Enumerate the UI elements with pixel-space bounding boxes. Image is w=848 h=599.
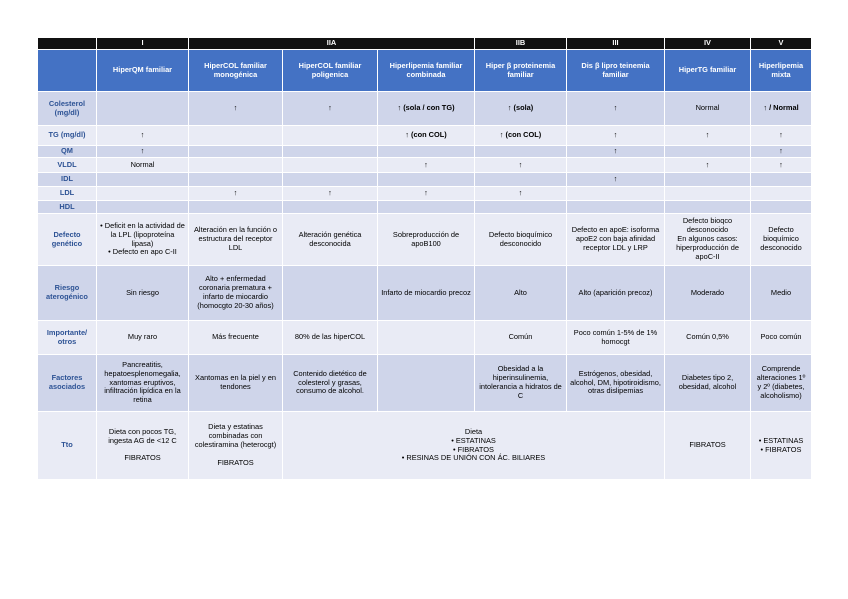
table-row: [38, 412, 812, 480]
table-cell: Normal: [665, 92, 751, 126]
table-cell: Estrógenos, obesidad, alcohol, DM, hipotiroidismo, otras dislipemias: [567, 355, 665, 412]
table-cell: ↑: [283, 187, 378, 201]
table-row: [38, 173, 812, 187]
table-cell: Más frecuente: [189, 321, 283, 355]
table-cell: [475, 201, 567, 214]
table-cell: [378, 173, 475, 187]
table-cell: [567, 187, 665, 201]
disease-name: Hiperlipemia familiar combinada: [378, 50, 475, 92]
table-row: [38, 321, 812, 355]
table-row: [38, 187, 812, 201]
table-cell: Normal: [97, 158, 189, 173]
table-cell: Defecto bioqco desconocido En algunos casos: hiperproducción de apoC-II: [665, 214, 751, 266]
table-cell: [283, 126, 378, 146]
table-cell: Xantomas en la piel y en tendones: [189, 355, 283, 412]
type-header: IV: [665, 38, 751, 50]
table-cell: [283, 173, 378, 187]
table-cell: Alto (aparición precoz): [567, 266, 665, 321]
table-cell: Poco común 1-5% de 1% homocgt: [567, 321, 665, 355]
disease-name: HiperTG familiar: [665, 50, 751, 92]
disease-name: Dis β lipro teinemia familiar: [567, 50, 665, 92]
disease-name: HiperQM familiar: [97, 50, 189, 92]
table-cell: ↑: [751, 126, 812, 146]
table-cell: [189, 126, 283, 146]
disease-name: HiperCOL familiar poligenica: [283, 50, 378, 92]
table-cell: Diabetes tipo 2, obesidad, alcohol: [665, 355, 751, 412]
table-cell: Poco común: [751, 321, 812, 355]
table-cell: [665, 187, 751, 201]
type-header: III: [567, 38, 665, 50]
table-cell: ↑ (sola / con TG): [378, 92, 475, 126]
table-cell: ↑ (sola): [475, 92, 567, 126]
table-cell: [189, 158, 283, 173]
table-cell: [378, 321, 475, 355]
table-cell: ↑: [665, 158, 751, 173]
table-cell: Alto + enfermedad coronaria prematura + infarto de miocardio (homocgto 20-30 años): [189, 266, 283, 321]
table-cell: ↑: [567, 146, 665, 158]
table-cell: Alteración en la función o estructura del receptor LDL: [189, 214, 283, 266]
type-header: V: [751, 38, 812, 50]
table-cell: ↑: [97, 126, 189, 146]
table-cell: [283, 146, 378, 158]
table-cell: [97, 201, 189, 214]
table-cell: [751, 187, 812, 201]
disease-name: Hiper β proteinemia familiar: [475, 50, 567, 92]
table-cell: [378, 201, 475, 214]
name-header-empty: [38, 50, 97, 92]
table-cell: • ESTATINAS • FIBRATOS: [751, 412, 812, 480]
table-cell: Defecto en apoE: isoforma apoE2 con baja afinidad receptor LDL y LRP: [567, 214, 665, 266]
table-cell: [567, 158, 665, 173]
type-header: IIB: [475, 38, 567, 50]
table-cell: ↑: [97, 146, 189, 158]
table-cell: ↑: [475, 158, 567, 173]
dyslipidemia-table: [37, 37, 812, 480]
table-cell: Dieta y estatinas combinadas con colestiramina (heterocgt) FIBRATOS: [189, 412, 283, 480]
table-cell: [665, 201, 751, 214]
table-row: [38, 355, 812, 412]
table-cell: [97, 187, 189, 201]
table-cell: ↑ / Normal: [751, 92, 812, 126]
table-cell: [283, 266, 378, 321]
row-label: TG (mg/dl): [38, 126, 97, 146]
row-label: Importante/ otros: [38, 321, 97, 355]
row-label: Riesgo aterogénico: [38, 266, 97, 321]
table-cell: ↑: [751, 158, 812, 173]
table-cell: Moderado: [665, 266, 751, 321]
table-cell: [567, 201, 665, 214]
table-cell: ↑: [378, 187, 475, 201]
type-header-empty: [38, 38, 97, 50]
table-cell: Común 0,5%: [665, 321, 751, 355]
table-row: [38, 158, 812, 173]
table-cell: [189, 201, 283, 214]
table-cell: [665, 146, 751, 158]
table-cell: [97, 173, 189, 187]
table-cell: Medio: [751, 266, 812, 321]
table-cell: [751, 201, 812, 214]
table-cell: [665, 173, 751, 187]
table-cell: Comprende alteraciones 1º y 2º (diabetes, alcoholismo): [751, 355, 812, 412]
table-cell: Dieta • ESTATINAS • FIBRATOS • RESINAS DE UNIÓN CON ÁC. BILIARES: [283, 412, 665, 480]
table-cell: ↑: [189, 92, 283, 126]
table-cell: Sin riesgo: [97, 266, 189, 321]
table-cell: [97, 92, 189, 126]
table-cell: [378, 355, 475, 412]
table-cell: [378, 146, 475, 158]
disease-name: Hiperlipemia mixta: [751, 50, 812, 92]
table-cell: Defecto bioquímico desconocido: [475, 214, 567, 266]
table-cell: Alto: [475, 266, 567, 321]
table-cell: 80% de las hiperCOL: [283, 321, 378, 355]
row-label: QM: [38, 146, 97, 158]
table-cell: Pancreatitis, hepatoesplenomegalia, xantomas eruptivos, infiltración lipídica en la retina: [97, 355, 189, 412]
table-row: [38, 266, 812, 321]
table-cell: ↑: [378, 158, 475, 173]
table-cell: Dieta con pocos TG, ingesta AG de <12 C FIBRATOS: [97, 412, 189, 480]
row-label: LDL: [38, 187, 97, 201]
table-row: [38, 126, 812, 146]
table-cell: ↑: [665, 126, 751, 146]
table-cell: ↑: [283, 92, 378, 126]
table-cell: ↑ (con COL): [378, 126, 475, 146]
row-label: HDL: [38, 201, 97, 214]
table-cell: FIBRATOS: [665, 412, 751, 480]
table-cell: ↑: [189, 187, 283, 201]
table-cell: ↑: [567, 126, 665, 146]
type-header-row: [38, 38, 812, 50]
table-cell: [283, 158, 378, 173]
table-cell: [189, 173, 283, 187]
row-label: Defecto genético: [38, 214, 97, 266]
table-cell: • Deficit en la actividad de la LPL (lipoproteína lipasa) • Defecto en apo C-II: [97, 214, 189, 266]
table-row: [38, 214, 812, 266]
table-row: [38, 92, 812, 126]
table-cell: [475, 173, 567, 187]
table-cell: Alteración genética desconocida: [283, 214, 378, 266]
table-cell: [751, 173, 812, 187]
row-label: Factores asociados: [38, 355, 97, 412]
disease-name: HiperCOL familiar monogénica: [189, 50, 283, 92]
table-cell: [283, 201, 378, 214]
row-label: IDL: [38, 173, 97, 187]
table-cell: [475, 146, 567, 158]
row-label: Tto: [38, 412, 97, 480]
type-header: IIA: [189, 38, 475, 50]
row-label: VLDL: [38, 158, 97, 173]
table-cell: Defecto bioquímico desconocido: [751, 214, 812, 266]
table-cell: ↑: [475, 187, 567, 201]
table-cell: [189, 146, 283, 158]
table-cell: Obesidad a la hiperinsulinemia, intolerancia a hidratos de C: [475, 355, 567, 412]
table-cell: Común: [475, 321, 567, 355]
table-cell: Sobreproducción de apoB100: [378, 214, 475, 266]
table-cell: Muy raro: [97, 321, 189, 355]
type-header: I: [97, 38, 189, 50]
table-cell: Contenido dietético de colesterol y grasas, consumo de alcohol.: [283, 355, 378, 412]
name-header-row: [38, 50, 812, 92]
table-cell: ↑ (con COL): [475, 126, 567, 146]
row-label: Colesterol (mg/dl): [38, 92, 97, 126]
table-cell: ↑: [751, 146, 812, 158]
table-cell: ↑: [567, 173, 665, 187]
table-cell: Infarto de miocardio precoz: [378, 266, 475, 321]
table-row: [38, 146, 812, 158]
table-cell: ↑: [567, 92, 665, 126]
table-row: [38, 201, 812, 214]
